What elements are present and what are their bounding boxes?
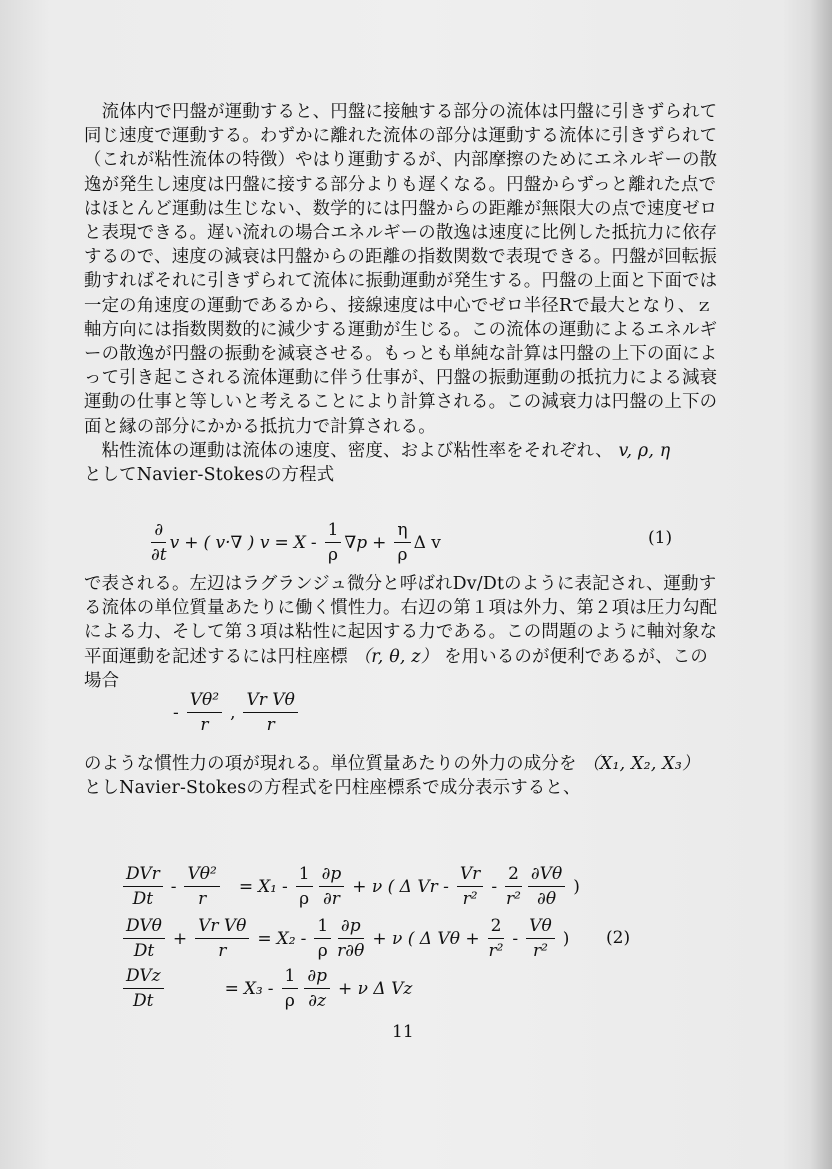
- paragraph-external-force: のような慣性力の項が現れる。単位質量あたりの外力の成分を （X₁, X₂, X₃） としNavier-Stokesの方程式を円柱座標系で成分表示すると、: [84, 754, 700, 799]
- external-force-components: （X₁, X₂, X₃）: [582, 754, 700, 774]
- body-text-2: [84, 572, 724, 693]
- inertia-centrifugal: $\frac{\text{Vθ²}}{r}$: [187, 690, 222, 735]
- equation-2-row-3: $\frac{\text{DVz}}{Dt}$ = X₃ - $\frac{1}{\rho}$ $\frac{\partial p}{\partial z}$ + ν Δ Vz: [120, 966, 417, 1011]
- body-text: [84, 100, 724, 487]
- body-text-3: [84, 752, 724, 800]
- inertia-terms: - $\frac{\text{Vθ²}}{r}$ , $\frac{\text{Vr Vθ}}{r}$: [168, 690, 301, 735]
- paragraph-viscous: 粘性流体の運動は流体の速度、密度、および粘性率をそれぞれ、 v, ρ, η としてNavier-Stokesの方程式: [84, 440, 671, 486]
- equation-2-row-2: $\frac{\text{DVθ}}{Dt}$ + $\frac{\text{Vr Vθ}}{r}$ = X₂ - $\frac{1}{\rho}$ $\frac{\partial p}{r\partial\theta}$ + ν ( Δ Vθ + $\frac{2}{\text{r²}}$ - $\frac{V\theta}{\text{r²}}$ ): [120, 916, 574, 961]
- eq1-eta-over-rho: $\frac{\eta}{\rho}$: [394, 520, 410, 565]
- equation-2-row-1: $\frac{\text{DVr}}{Dt}$ - $\frac{\text{Vθ²}}{r}$ = X₁ - $\frac{1}{\rho}$ $\frac{\partial p}{\partial r}$ + ν ( Δ Vr - $\frac{Vr}{\text{r²}}$ - $\frac{2}{\text{r²}}$ $\frac{\partial V\theta}{\partial\theta}$ ): [120, 864, 585, 909]
- eq1-partial-t: $\frac{\partial}{\partial t}$: [151, 520, 167, 565]
- scan-edge-shadow: [810, 0, 832, 1169]
- eq1-one-over-rho: $\frac{1}{\rho}$: [325, 520, 342, 565]
- equation-2-number: (2): [606, 928, 631, 948]
- cylindrical-coords: （r, θ, z）: [353, 646, 439, 667]
- equation-1: $\frac{\partial}{\partial t}$ v + ( v·∇ ) v = X - $\frac{1}{\rho}$ ∇p + $\frac{\eta}{\rho}$ Δ v: [151, 520, 441, 565]
- paragraph-lagrange: で表される。左辺はラグランジュ微分と呼ばれDv/Dtのように表記され、運動する流体の単位質量あたりに働く慣性力。右辺の第１項は外力、第２項は圧力勾配による力、そして第３項は粘性に起因する力である。この問題のように軸対象な平面運動を記述するには円柱座標 （r, θ, z） を用いるのが便利であるが、この場合: [84, 574, 718, 691]
- page-number: 11: [392, 1022, 414, 1042]
- symbols-v-rho-eta: v, ρ, η: [618, 440, 671, 461]
- equation-1-number: (1): [648, 528, 673, 548]
- paragraph-intro: 流体内で円盤が運動すると、円盤に接触する部分の流体は円盤に引きずられて同じ速度で運動する。わずかに離れた流体の部分は運動する流体に引きずられて（これが粘性流体の特徴）やはり運動するが、内部摩擦のためにエネルギーの散逸が発生し速度は円盤に接する部分よりも遅くなる。円盤からずっと離れた点ではほとんど運動は生じない、数学的には円盤からの距離が無限大の点で速度ゼロと表現できる。遅い流れの場合エネルギーの散逸は速度に比例した抵抗力に依存するので、速度の減衰は円盤からの距離の指数関数で表現できる。円盤が回転振動すればそれに引きずられて流体に振動運動が発生する。円盤の上面と下面では一定の角速度の運動であるから、接線速度は中心でゼロ半径Rで最大となり、ｚ軸方向には指数関数的に減少する運動が生じる。この流体の運動によるエネルギーの散逸が円盤の振動を減衰させる。もっとも単純な計算は円盤の上下の面によって引き起こされる流体運動に伴う仕事が、円盤の振動運動の抵抗力による減衰運動の仕事と等しいと考えることにより計算される。この減衰力は円盤の上下の面と縁の部分にかかる抵抗力で計算される。: [84, 102, 718, 437]
- inertia-coriolis: $\frac{\text{Vr Vθ}}{r}$: [243, 690, 297, 735]
